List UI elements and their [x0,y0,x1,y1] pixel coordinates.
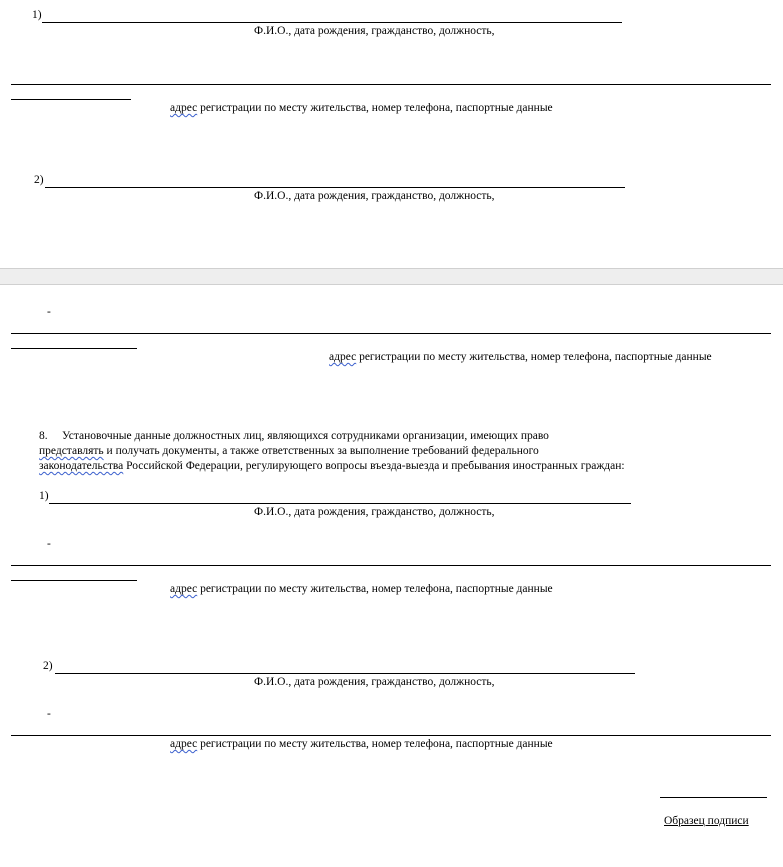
s8-address1-fill-line-short[interactable] [11,580,137,581]
address2-fill-line[interactable] [11,333,771,334]
section8-line2-word: представлять [39,445,104,457]
s8-address1-rest: регистрации по месту жительства, номер телефона, паспортные данные [197,583,553,595]
s8-address2-word: адрес [170,738,198,750]
s8-person1-caption: Ф.И.О., дата рождения, гражданство, должность, [254,506,495,518]
person2-caption: Ф.И.О., дата рождения, гражданство, должность, [254,190,495,202]
s8-address1-fill-line[interactable] [11,565,771,566]
section8-line1: Установочные данные должностных лиц, являющихся сотрудниками организации, имеющих право [62,430,549,442]
s8-person1-fill-line[interactable] [49,503,631,504]
s8-address1-word: адрес [170,583,198,595]
section8-line2 [39,444,539,459]
s8-address2-caption [170,738,553,750]
address2-caption-word: адрес [329,351,357,363]
person1-fill-line[interactable] [42,22,622,23]
s8-dash2: - [47,708,51,720]
address2-fill-line-short[interactable] [11,348,137,349]
dash-marker: - [47,306,51,318]
s8-address2-rest: регистрации по месту жительства, номер телефона, паспортные данные [197,738,553,750]
s8-address1-caption [170,583,553,595]
section8-line3-word: законодательства [39,460,124,472]
person1-caption: Ф.И.О., дата рождения, гражданство, должность, [254,25,495,37]
s8-person2-fill-line[interactable] [55,673,635,674]
person2-fill-line[interactable] [45,187,625,188]
address1-caption-rest: регистрации по месту жительства, номер телефона, паспортные данные [197,102,553,114]
address1-caption [170,102,553,114]
s8-person2-caption: Ф.И.О., дата рождения, гражданство, должность, [254,676,495,688]
s8-person1-number: 1) [39,490,49,502]
signature-line[interactable] [660,797,767,798]
address2-caption-rest: регистрации по месту жительства, номер телефона, паспортные данные [356,351,712,363]
s8-address2-fill-line[interactable] [11,735,771,736]
person1-number: 1) [32,9,42,21]
s8-person2-number: 2) [43,660,53,672]
section8-line3 [39,459,625,474]
address1-caption-word: адрес [170,102,198,114]
address2-caption [329,351,712,363]
address1-fill-line[interactable] [11,84,771,85]
address1-fill-line-short[interactable] [11,99,131,100]
page-break [0,268,783,285]
section8-number: 8. [39,430,48,442]
signature-label: Образец подписи [664,815,749,827]
person2-number: 2) [34,174,44,186]
section8-line3-rest: Российской Федерации, регулирующего вопросы въезда-выезда и пребывания иностранных граждан: [123,460,625,472]
s8-dash1: - [47,538,51,550]
section8-line2-rest: и получать документы, а также ответственных за выполнение требований федерального [103,445,539,457]
